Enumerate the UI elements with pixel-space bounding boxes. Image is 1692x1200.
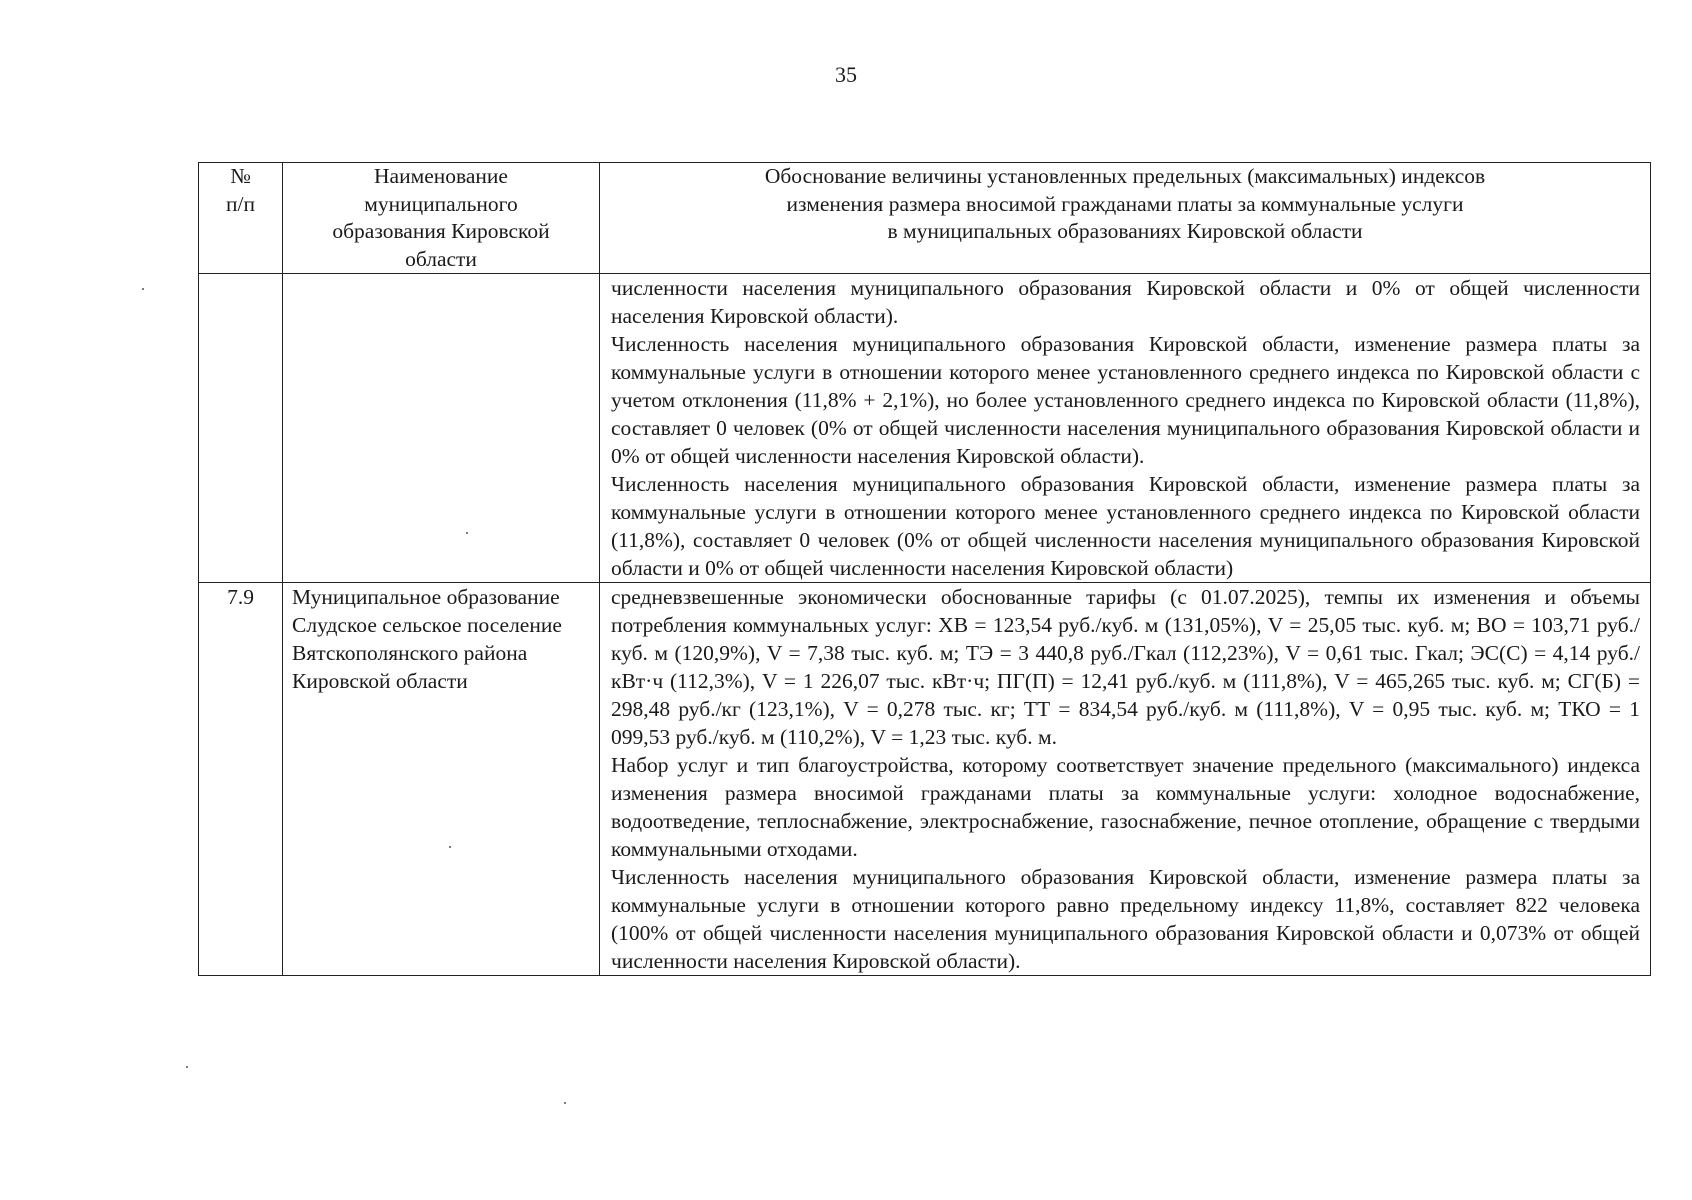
scan-speck [564,1102,566,1104]
header-justification [600,163,1651,274]
header-name-line: образования Кировской [332,219,550,243]
scan-speck [142,288,144,290]
tariff-justification-table [198,162,1651,976]
justification-paragraph: Набор услуг и тип благоустройства, которому соответствует значение предельного (максимального) индекса изменения размера вносимой гражданами платы за коммунальные услуги: холодное водоснабжение, водоотведение, теплоснабжение, электроснабжение, газоснабжение, печное отопление, обращение с твердыми коммунальными отходами. [611,753,1640,861]
row-municipality-name [283,274,600,583]
header-name-line: области [405,246,477,271]
justification-paragraph: Численность населения муниципального образования Кировской области, изменение размера платы за коммунальные услуги в отношении которого менее установленного среднего индекса по Кировской области с учетом отклонения (11,8% + 2,1%), но более установленного среднего индекса по Кировской области (11,8%), составляет 0 человек (0% от общей численности населения муниципального образования Кировской области и 0% от общей численности населения Кировской области). [611,332,1640,468]
table-row [199,274,1651,583]
row-number [199,274,283,583]
scan-speck [466,532,468,534]
header-municipality-name [283,163,600,274]
row-number: 7.9 [199,583,283,976]
scan-speck [186,1066,188,1068]
table-row [199,583,1651,976]
header-number [199,163,283,274]
row-justification [600,583,1651,976]
header-name-line: Наименование [374,164,508,188]
header-number-line: п/п [226,191,255,216]
header-justification-line: в муниципальных образованиях Кировской области [887,219,1363,243]
page-number: 35 [835,62,857,87]
row-municipality-name: Муниципальное образование Слудское сельское поселение Вятскополянского района Кировской области [283,583,600,976]
scan-speck [449,846,451,848]
header-justification-line: изменения размера вносимой гражданами платы за коммунальные услуги [786,191,1464,216]
header-name-line: муниципального [364,191,518,216]
table-header-row [199,163,1651,274]
row-justification [600,274,1651,583]
justification-paragraph: Численность населения муниципального образования Кировской области, изменение размера платы за коммунальные услуги в отношении которого равно предельному индексу 11,8%, составляет 822 человека (100% от общей численности населения муниципального образования Кировской области и 0,073% от общей численности населения Кировской области). [611,865,1640,973]
header-justification-line: Обоснование величины установленных предельных (максимальных) индексов [764,164,1486,188]
justification-paragraph: Численность населения муниципального образования Кировской области, изменение размера платы за коммунальные услуги в отношении которого менее установленного среднего индекса по Кировской области (11,8%), составляет 0 человек (0% от общей численности населения муниципального образования Кировской области и 0% от общей численности населения Кировской области) [611,472,1640,580]
justification-paragraph: численности населения муниципального образования Кировской области и 0% от общей численности населения Кировской области). [611,276,1640,328]
justification-paragraph: средневзвешенные экономически обоснованные тарифы (с 01.07.2025), темпы их изменения и объемы потребления коммунальных услуг: ХВ = 123,54 руб./куб. м (131,05%), V = 25,05 тыс. куб. м; ВО = 103,71 руб./куб. м (120,9%), V = 7,38 тыс. куб. м; ТЭ = 3 440,8 руб./Гкал (112,23%), V = 0,61 тыс. Гкал; ЭС(С) = 4,14 руб./кВт·ч (112,3%), V = 1 226,07 тыс. кВт·ч; ПГ(П) = 12,41 руб./куб. м (111,8%), V = 465,265 тыс. куб. м; СГ(Б) = 298,48 руб./кг (123,1%), V = 0,278 тыс. кг; ТТ = 834,54 руб./куб. м (111,8%), V = 0,95 тыс. куб. м; ТКО = 1 099,53 руб./куб. м (110,2%), V = 1,23 тыс. куб. м. [611,585,1640,749]
header-number-line: № [230,164,251,188]
